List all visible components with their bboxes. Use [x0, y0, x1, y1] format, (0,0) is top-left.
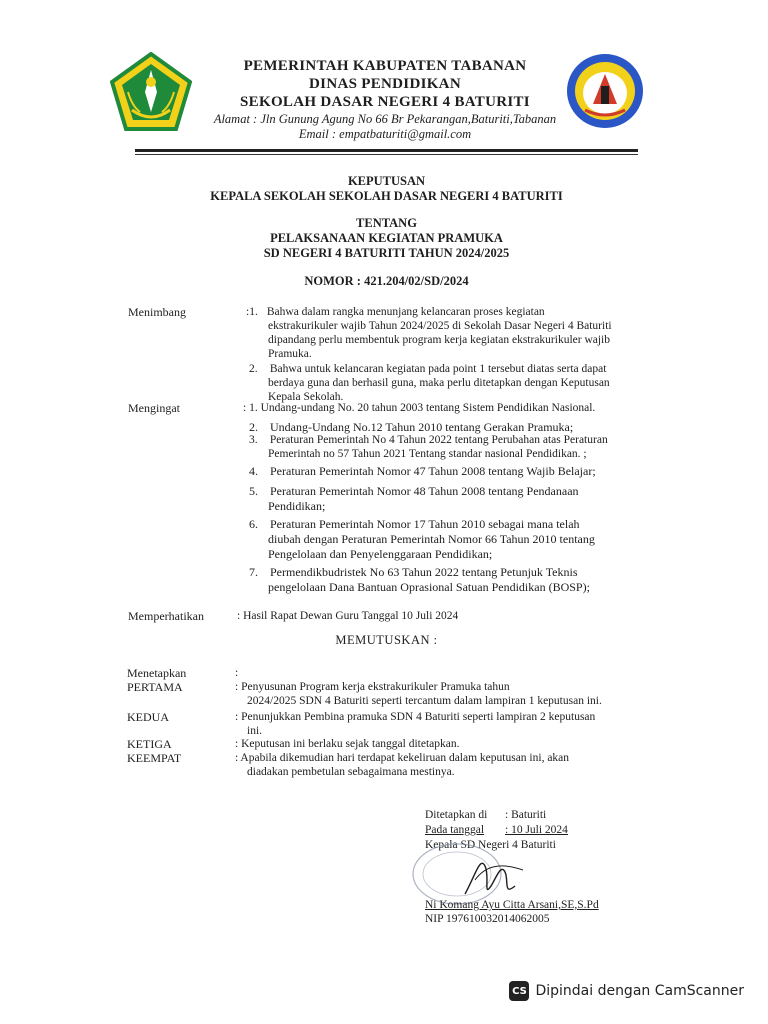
mengingat-item-3: 3. Peraturan Pemerintah No 4 Tahun 2022 tentang Perubahan atas Peraturan Pemerintah no 57 Tahun 2021 Tentang standar nasional Pendidikan. ; — [249, 434, 608, 460]
mengingat-item-1: : 1. Undang-undang No. 20 tahun 2003 tentang Sistem Pendidikan Nasional. — [243, 402, 596, 414]
label-menimbang: Menimbang — [128, 305, 186, 319]
signature-nip: NIP 197610032014062005 — [425, 913, 550, 925]
kedua-text: : Penunjukkan Pembina pramuka SDN 4 Baturiti seperti lampiran 2 keputusan ini. — [235, 711, 596, 737]
ditetapkan-label: Ditetapkan di — [425, 809, 488, 821]
header-email: Email : empatbaturiti@gmail.com — [298, 127, 472, 141]
tanggal-label: Pada tanggal — [425, 824, 485, 836]
header-address: Alamat : Jln Gunung Agung No 66 Br Pekarangan,Baturiti,Tabanan — [213, 112, 557, 126]
title-subject1: PELAKSANAAN KEGIATAN PRAMUKA — [270, 231, 503, 245]
pertama-text: : Penyusunan Program kerja ekstrakurikuler Pramuka tahun 2024/2025 SDN 4 Baturiti seperti tercantum dalam lampiran 1 keputusan ini. — [235, 681, 602, 707]
title-nomor: NOMOR : 421.204/02/SD/2024 — [304, 274, 469, 288]
header-line2: DINAS PENDIDIKAN — [309, 76, 461, 92]
mengingat-item-6: 6. Peraturan Pemerintah Nomor 17 Tahun 2010 sebagai mana telah diubah dengan Peraturan Pemerintah Nomor 66 Tahun 2010 tentang Pengelolaan dan Penyelenggaraan Pendidikan; — [249, 517, 595, 561]
title-tentang: TENTANG — [356, 216, 417, 230]
label-memperhatikan: Memperhatikan — [128, 609, 204, 623]
keempat-text: : Apabila dikemudian hari terdapat kekeliruan dalam keputusan ini, akan diadakan pembetulan sebagaimana mestinya. — [235, 752, 570, 778]
label-keempat: KEEMPAT — [127, 751, 182, 765]
label-ketiga: KETIGA — [127, 737, 172, 751]
label-kedua: KEDUA — [127, 710, 169, 724]
header-line1: PEMERINTAH KABUPATEN TABANAN — [243, 58, 527, 74]
menimbang-item-2: 2. Bahwa untuk kelancaran kegiatan pada point 1 tersebut diatas serta dapat berdaya guna dan berhasil guna, maka perlu ditetapkan dengan Keputusan Kepala Sekolah. — [249, 363, 610, 403]
memutuskan-heading: MEMUTUSKAN : — [335, 633, 438, 647]
title-kepala: KEPALA SEKOLAH SEKOLAH DASAR NEGERI 4 BATURITI — [210, 189, 563, 203]
left-logo — [110, 52, 192, 132]
right-logo — [565, 52, 645, 130]
label-pertama: PERTAMA — [127, 680, 183, 694]
header-rule-thick — [135, 149, 638, 152]
tanggal-value: : 10 Juli 2024 — [505, 824, 568, 836]
menimbang-item-1: :1. Bahwa dalam rangka menunjang kelancaran proses kegiatan ekstrakurikuler wajib Tahun 2024/2025 di Sekolah Dasar Negeri 4 Baturiti dipandang perlu membentuk program kerja kegiatan ekstrakurikuler wajib Pramuka. — [246, 306, 612, 360]
camscanner-label: Dipindai dengan CamScanner — [535, 983, 744, 999]
header-line3: SEKOLAH DASAR NEGERI 4 BATURITI — [240, 94, 530, 110]
title-subject2: SD NEGERI 4 BATURITI TAHUN 2024/2025 — [263, 246, 510, 260]
label-mengingat: Mengingat — [128, 401, 180, 415]
mengingat-item-7: 7. Permendikbudristek No 63 Tahun 2022 tentang Petunjuk Teknis pengelolaan Dana Bantuan Oprasional Satuan Pendidikan (BOSP); — [249, 565, 590, 594]
signature-jabatan: Kepala SD Negeri 4 Baturiti — [425, 839, 556, 851]
camscanner-badge — [509, 978, 744, 1004]
memperhatikan-text: : Hasil Rapat Dewan Guru Tanggal 10 Juli 2024 — [237, 610, 459, 622]
mengingat-item-5: 5. Peraturan Pemerintah Nomor 48 Tahun 2008 tentang Pendanaan Pendidikan; — [249, 484, 579, 513]
mengingat-item-2: 2. Undang-Undang No.12 Tahun 2010 tentang Gerakan Pramuka; — [249, 420, 574, 434]
signature-name: Ni Komang Ayu Citta Arsani,SE,S.Pd — [425, 899, 599, 911]
label-menetapkan: Menetapkan — [127, 666, 187, 680]
ketiga-text: : Keputusan ini berlaku sejak tanggal ditetapkan. — [235, 738, 460, 750]
header-rule-thin — [135, 154, 638, 155]
title-keputusan: KEPUTUSAN — [347, 174, 426, 188]
menetapkan-colon: : — [235, 667, 239, 679]
mengingat-item-4: 4. Peraturan Pemerintah Nomor 47 Tahun 2008 tentang Wajib Belajar; — [249, 464, 596, 478]
ditetapkan-value: : Baturiti — [505, 809, 547, 821]
camscanner-icon: CS — [509, 981, 529, 1001]
